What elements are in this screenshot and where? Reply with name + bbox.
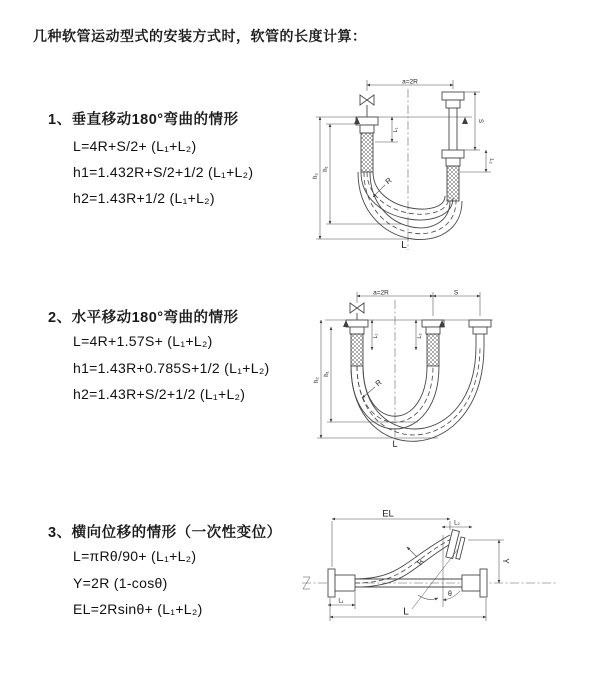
hose-displaced-position: [355, 530, 466, 587]
dim-label-s: S: [453, 289, 459, 297]
section-3-formula-EL: EL=2Rsinθ+ (L₁+L₂): [73, 601, 203, 617]
dim-label-l: L: [403, 606, 409, 618]
section-2-formula-h1: h1=1.43R+0.785S+1/2 (L₁+L₂): [73, 360, 270, 376]
right-pipe-fitting: [469, 320, 491, 346]
section-3-formula-Y: Y=2R (1-cosθ): [73, 575, 168, 591]
dim-label-a2r: a=2R: [402, 78, 418, 86]
diagram-horizontal-180-bend: [313, 288, 598, 450]
section-1-heading: 1、垂直移动180°弯曲的情形: [48, 112, 239, 128]
dim-label-l1: L₁: [338, 598, 344, 605]
dim-label-h1: h₁: [324, 371, 330, 377]
dim-label-l2: L₂: [417, 333, 423, 339]
section-2-formula-h2: h2=1.43R+S/2+1/2 (L₁+L₂): [73, 386, 246, 402]
section-3-heading: 3、横向位移的情形（一次性变位）: [48, 525, 282, 541]
right-flange: [462, 569, 487, 597]
valve-icon: [350, 303, 364, 320]
dim-label-l2: L₂: [488, 158, 494, 164]
dim-label-s: S: [477, 118, 483, 124]
dim-label-h1: h₁: [323, 166, 329, 172]
radius-label: R: [373, 377, 384, 388]
hose-u-bend-position-2: [351, 346, 484, 441]
section-1-formula-L: L=4R+S/2+ (L₁+L₂): [73, 138, 197, 154]
diagram-vertical-180-bend: [312, 76, 527, 251]
dim-label-h2: h₂: [313, 173, 319, 179]
dim-label-el: EL: [382, 508, 394, 520]
section-1-formula-h2: h2=1.43R+1/2 (L₁+L₂): [73, 190, 215, 206]
left-pipe-fitting: [346, 320, 368, 366]
dim-label-a2r: a=2R: [373, 289, 389, 297]
left-pipe-fitting: [356, 117, 378, 172]
radius-label: R: [415, 557, 426, 567]
dim-label-l1: L₁: [373, 333, 379, 339]
dim-label-y: Y: [501, 558, 510, 564]
length-label: L: [392, 439, 398, 449]
right-pipe-fitting: [442, 92, 464, 201]
dim-label-h2: h₂: [314, 377, 320, 383]
left-flange: [328, 569, 355, 597]
section-2-heading: 2、水平移动180°弯曲的情形: [48, 310, 239, 326]
section-2-formula-L: L=4R+1.57S+ (L₁+L₂): [73, 333, 213, 349]
valve-icon: [360, 95, 374, 117]
page-title: 几种软管运动型式的安装方式时，软管的长度计算：: [33, 28, 367, 44]
hose-u-bend: [358, 172, 462, 240]
radius-label: R: [383, 175, 394, 186]
section-3-formula-L: L=πRθ/90+ (L₁+L₂): [73, 548, 197, 564]
diagram-lateral-displacement: [300, 505, 600, 645]
section-1-formula-h1: h1=1.432R+S/2+1/2 (L₁+L₂): [73, 164, 254, 180]
dim-label-l2: L₂: [454, 520, 460, 527]
angle-label: θ: [448, 591, 452, 598]
displaced-flange: [446, 530, 466, 561]
length-label: L: [401, 240, 407, 251]
dim-label-l1: L₁: [393, 127, 399, 133]
